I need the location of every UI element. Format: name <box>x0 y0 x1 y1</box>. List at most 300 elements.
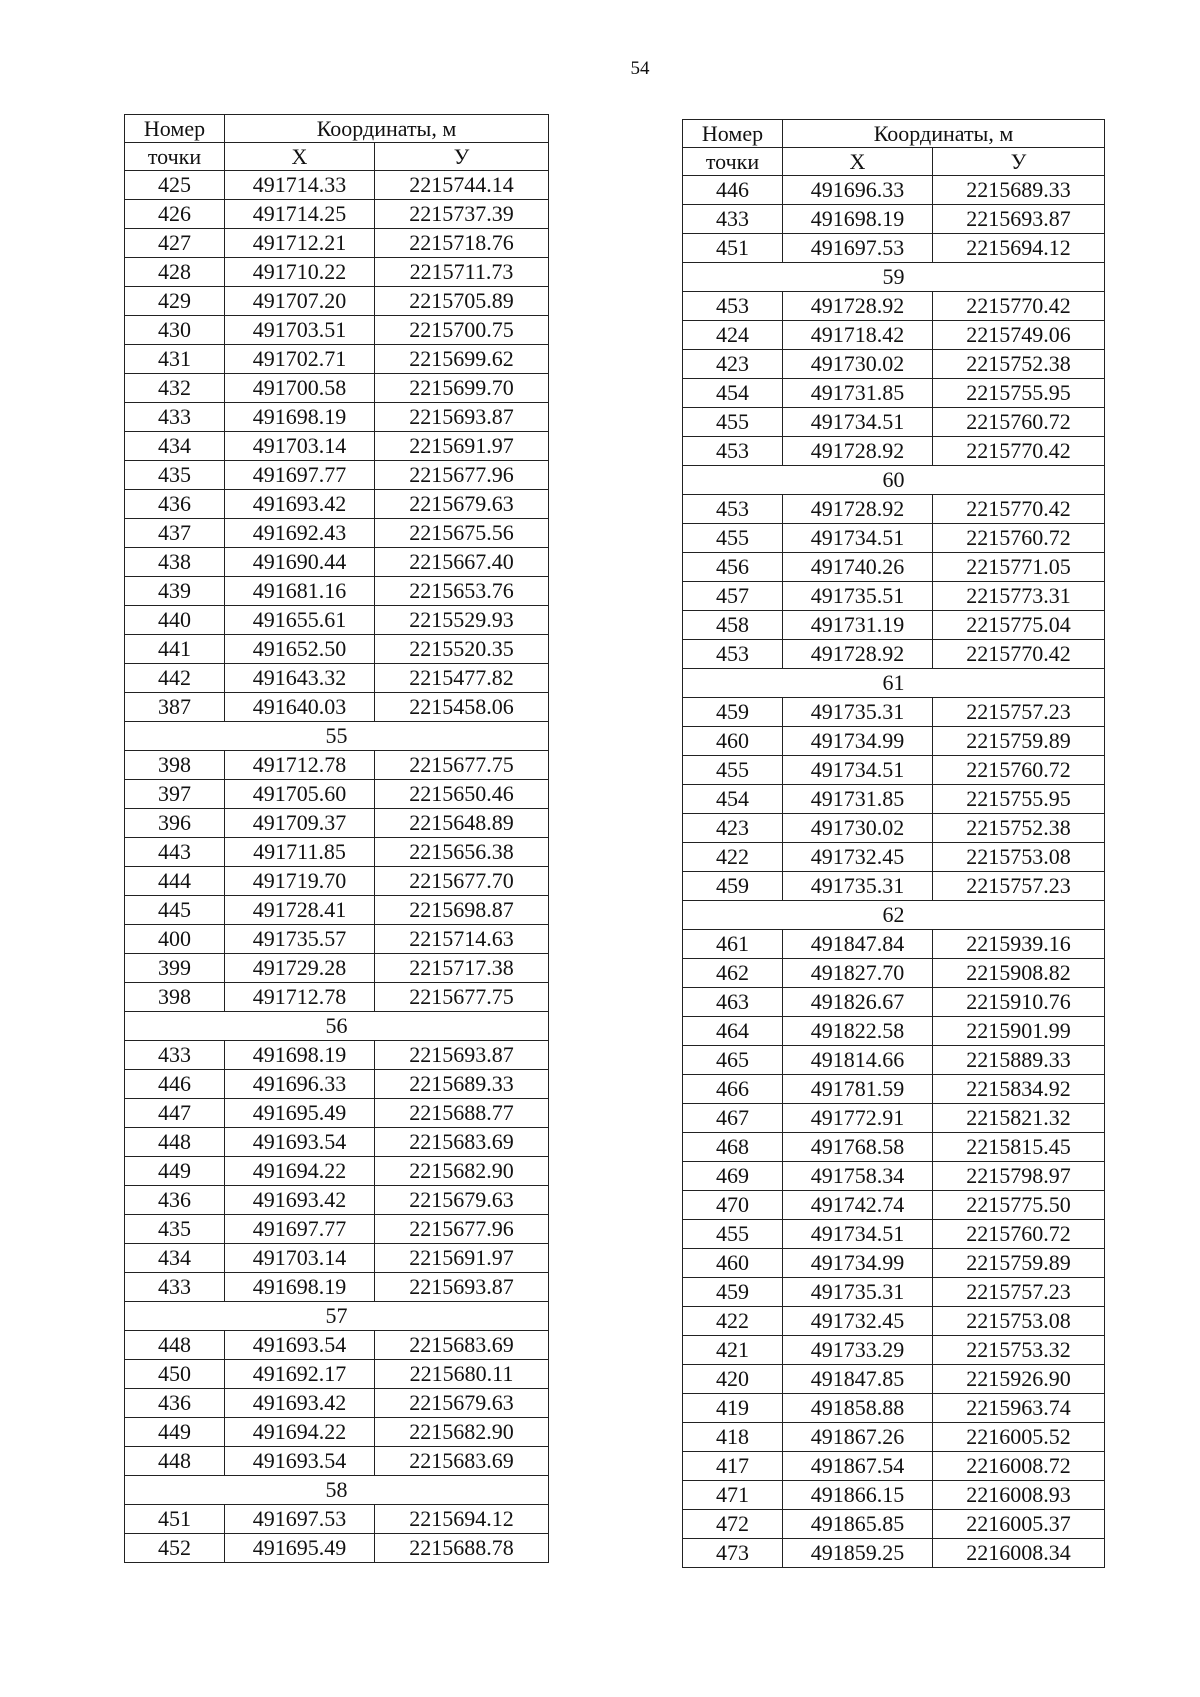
point-number-cell: 455 <box>683 524 783 553</box>
point-number-cell: 453 <box>683 292 783 321</box>
point-number-cell: 439 <box>125 577 225 606</box>
table-row <box>125 229 549 258</box>
x-coordinate-cell: 491758.34 <box>783 1162 933 1191</box>
y-coordinate-cell: 2215770.42 <box>933 437 1105 466</box>
y-coordinate-cell: 2215926.90 <box>933 1365 1105 1394</box>
point-number-cell: 445 <box>125 896 225 925</box>
y-coordinate-cell: 2216005.37 <box>933 1510 1105 1539</box>
x-coordinate-cell: 491768.58 <box>783 1133 933 1162</box>
x-coordinate-cell: 491697.53 <box>225 1505 375 1534</box>
table-row <box>125 1128 549 1157</box>
point-number-cell: 455 <box>683 1220 783 1249</box>
table-row <box>683 524 1105 553</box>
table-row <box>683 1191 1105 1220</box>
table-row <box>125 606 549 635</box>
table-row <box>683 350 1105 379</box>
x-coordinate-cell: 491733.29 <box>783 1336 933 1365</box>
x-coordinate-cell: 491740.26 <box>783 553 933 582</box>
point-number-cell: 427 <box>125 229 225 258</box>
x-coordinate-cell: 491865.85 <box>783 1510 933 1539</box>
x-coordinate-cell: 491698.19 <box>225 403 375 432</box>
point-number-cell: 466 <box>683 1075 783 1104</box>
y-coordinate-cell: 2215675.56 <box>375 519 549 548</box>
section-number: 56 <box>125 1012 549 1041</box>
y-coordinate-cell: 2215689.33 <box>933 176 1105 205</box>
y-coordinate-cell: 2216008.72 <box>933 1452 1105 1481</box>
x-coordinate-cell: 491734.51 <box>783 756 933 785</box>
x-coordinate-cell: 491696.33 <box>783 176 933 205</box>
point-number-cell: 433 <box>683 205 783 234</box>
y-coordinate-cell: 2215650.46 <box>375 780 549 809</box>
point-number-cell: 426 <box>125 200 225 229</box>
x-coordinate-cell: 491697.77 <box>225 1215 375 1244</box>
y-coordinate-cell: 2215760.72 <box>933 524 1105 553</box>
table-row <box>125 490 549 519</box>
y-coordinate-cell: 2215477.82 <box>375 664 549 693</box>
y-coordinate-cell: 2215770.42 <box>933 495 1105 524</box>
table-row <box>125 1273 549 1302</box>
point-number-cell: 421 <box>683 1336 783 1365</box>
point-number-cell: 469 <box>683 1162 783 1191</box>
point-number-cell: 433 <box>125 403 225 432</box>
y-coordinate-cell: 2215688.78 <box>375 1534 549 1563</box>
table-row <box>125 316 549 345</box>
header-coordinates: Координаты, м <box>783 120 1105 148</box>
point-number-cell: 459 <box>683 1278 783 1307</box>
x-coordinate-cell: 491690.44 <box>225 548 375 577</box>
y-coordinate-cell: 2215667.40 <box>375 548 549 577</box>
header-x: X <box>225 143 375 171</box>
table-row <box>683 1075 1105 1104</box>
point-number-cell: 433 <box>125 1273 225 1302</box>
x-coordinate-cell: 491728.92 <box>783 640 933 669</box>
table-row <box>125 1186 549 1215</box>
x-coordinate-cell: 491772.91 <box>783 1104 933 1133</box>
y-coordinate-cell: 2215910.76 <box>933 988 1105 1017</box>
table-row <box>683 1220 1105 1249</box>
section-row <box>125 1012 549 1041</box>
table-row <box>125 925 549 954</box>
table-row <box>683 1336 1105 1365</box>
table-row <box>683 727 1105 756</box>
x-coordinate-cell: 491735.31 <box>783 1278 933 1307</box>
y-coordinate-cell: 2215679.63 <box>375 1186 549 1215</box>
table-row <box>683 640 1105 669</box>
point-number-cell: 454 <box>683 785 783 814</box>
point-number-cell: 463 <box>683 988 783 1017</box>
table-row <box>683 1278 1105 1307</box>
y-coordinate-cell: 2215753.32 <box>933 1336 1105 1365</box>
table-row <box>125 983 549 1012</box>
y-coordinate-cell: 2215699.62 <box>375 345 549 374</box>
point-number-cell: 460 <box>683 727 783 756</box>
x-coordinate-cell: 491693.54 <box>225 1331 375 1360</box>
table-row <box>125 345 549 374</box>
x-coordinate-cell: 491735.31 <box>783 698 933 727</box>
point-number-cell: 435 <box>125 461 225 490</box>
point-number-cell: 447 <box>125 1099 225 1128</box>
point-number-cell: 449 <box>125 1157 225 1186</box>
table-row <box>125 635 549 664</box>
point-number-cell: 398 <box>125 983 225 1012</box>
table-row <box>125 171 549 200</box>
point-number-cell: 397 <box>125 780 225 809</box>
point-number-cell: 440 <box>125 606 225 635</box>
table-row <box>125 1389 549 1418</box>
point-number-cell: 451 <box>683 234 783 263</box>
point-number-cell: 471 <box>683 1481 783 1510</box>
y-coordinate-cell: 2215757.23 <box>933 872 1105 901</box>
point-number-cell: 436 <box>125 1186 225 1215</box>
point-number-cell: 434 <box>125 1244 225 1273</box>
point-number-cell: 428 <box>125 258 225 287</box>
section-row <box>125 1476 549 1505</box>
point-number-cell: 423 <box>683 814 783 843</box>
point-number-cell: 444 <box>125 867 225 896</box>
point-number-cell: 460 <box>683 1249 783 1278</box>
coordinates-table-left <box>124 114 549 1563</box>
x-coordinate-cell: 491652.50 <box>225 635 375 664</box>
x-coordinate-cell: 491732.45 <box>783 1307 933 1336</box>
header-y: У <box>933 148 1105 176</box>
x-coordinate-cell: 491693.42 <box>225 1389 375 1418</box>
y-coordinate-cell: 2215656.38 <box>375 838 549 867</box>
y-coordinate-cell: 2215680.11 <box>375 1360 549 1389</box>
point-number-cell: 441 <box>125 635 225 664</box>
y-coordinate-cell: 2215689.33 <box>375 1070 549 1099</box>
y-coordinate-cell: 2215691.97 <box>375 1244 549 1273</box>
point-number-cell: 453 <box>683 640 783 669</box>
table-row <box>125 809 549 838</box>
table-body-left <box>125 171 549 1563</box>
x-coordinate-cell: 491705.60 <box>225 780 375 809</box>
x-coordinate-cell: 491735.57 <box>225 925 375 954</box>
x-coordinate-cell: 491703.14 <box>225 432 375 461</box>
section-number: 55 <box>125 722 549 751</box>
point-number-cell: 432 <box>125 374 225 403</box>
y-coordinate-cell: 2216005.52 <box>933 1423 1105 1452</box>
table-row <box>125 1534 549 1563</box>
point-number-cell: 437 <box>125 519 225 548</box>
table-row <box>683 1046 1105 1075</box>
x-coordinate-cell: 491827.70 <box>783 959 933 988</box>
x-coordinate-cell: 491681.16 <box>225 577 375 606</box>
table-row <box>683 872 1105 901</box>
x-coordinate-cell: 491728.92 <box>783 495 933 524</box>
table-row <box>683 205 1105 234</box>
table-row <box>683 1394 1105 1423</box>
coordinates-table-right <box>682 119 1105 1568</box>
point-number-cell: 446 <box>683 176 783 205</box>
table-row <box>683 321 1105 350</box>
x-coordinate-cell: 491655.61 <box>225 606 375 635</box>
header-point-line1: Номер <box>125 115 225 143</box>
y-coordinate-cell: 2215889.33 <box>933 1046 1105 1075</box>
y-coordinate-cell: 2215699.70 <box>375 374 549 403</box>
point-number-cell: 396 <box>125 809 225 838</box>
y-coordinate-cell: 2215683.69 <box>375 1447 549 1476</box>
point-number-cell: 461 <box>683 930 783 959</box>
table-row <box>125 1041 549 1070</box>
x-coordinate-cell: 491826.67 <box>783 988 933 1017</box>
y-coordinate-cell: 2215757.23 <box>933 698 1105 727</box>
point-number-cell: 438 <box>125 548 225 577</box>
x-coordinate-cell: 491731.85 <box>783 379 933 408</box>
x-coordinate-cell: 491822.58 <box>783 1017 933 1046</box>
x-coordinate-cell: 491847.85 <box>783 1365 933 1394</box>
table-row <box>683 843 1105 872</box>
x-coordinate-cell: 491707.20 <box>225 287 375 316</box>
point-number-cell: 422 <box>683 843 783 872</box>
point-number-cell: 448 <box>125 1331 225 1360</box>
y-coordinate-cell: 2215759.89 <box>933 727 1105 756</box>
x-coordinate-cell: 491698.19 <box>783 205 933 234</box>
section-row <box>683 669 1105 698</box>
x-coordinate-cell: 491693.42 <box>225 490 375 519</box>
point-number-cell: 435 <box>125 1215 225 1244</box>
x-coordinate-cell: 491730.02 <box>783 350 933 379</box>
table-row <box>125 693 549 722</box>
table-row <box>125 1070 549 1099</box>
x-coordinate-cell: 491728.92 <box>783 292 933 321</box>
y-coordinate-cell: 2215773.31 <box>933 582 1105 611</box>
table-row <box>125 751 549 780</box>
y-coordinate-cell: 2215775.04 <box>933 611 1105 640</box>
y-coordinate-cell: 2215752.38 <box>933 350 1105 379</box>
table-row <box>125 1157 549 1186</box>
x-coordinate-cell: 491781.59 <box>783 1075 933 1104</box>
point-number-cell: 448 <box>125 1447 225 1476</box>
section-row <box>683 466 1105 495</box>
x-coordinate-cell: 491731.19 <box>783 611 933 640</box>
table-row <box>125 1099 549 1128</box>
y-coordinate-cell: 2215717.38 <box>375 954 549 983</box>
section-number: 58 <box>125 1476 549 1505</box>
section-row <box>683 263 1105 292</box>
x-coordinate-cell: 491858.88 <box>783 1394 933 1423</box>
y-coordinate-cell: 2215775.50 <box>933 1191 1105 1220</box>
x-coordinate-cell: 491714.25 <box>225 200 375 229</box>
x-coordinate-cell: 491734.99 <box>783 727 933 756</box>
point-number-cell: 431 <box>125 345 225 374</box>
point-number-cell: 455 <box>683 408 783 437</box>
x-coordinate-cell: 491867.54 <box>783 1452 933 1481</box>
table-row <box>125 1244 549 1273</box>
y-coordinate-cell: 2215694.12 <box>375 1505 549 1534</box>
y-coordinate-cell: 2215653.76 <box>375 577 549 606</box>
y-coordinate-cell: 2215760.72 <box>933 1220 1105 1249</box>
y-coordinate-cell: 2215771.05 <box>933 553 1105 582</box>
x-coordinate-cell: 491735.31 <box>783 872 933 901</box>
table-row <box>125 780 549 809</box>
x-coordinate-cell: 491695.49 <box>225 1099 375 1128</box>
point-number-cell: 400 <box>125 925 225 954</box>
section-number: 59 <box>683 263 1105 292</box>
y-coordinate-cell: 2215749.06 <box>933 321 1105 350</box>
y-coordinate-cell: 2215688.77 <box>375 1099 549 1128</box>
y-coordinate-cell: 2215939.16 <box>933 930 1105 959</box>
x-coordinate-cell: 491712.21 <box>225 229 375 258</box>
x-coordinate-cell: 491694.22 <box>225 1157 375 1186</box>
point-number-cell: 452 <box>125 1534 225 1563</box>
table-row <box>125 374 549 403</box>
point-number-cell: 453 <box>683 495 783 524</box>
y-coordinate-cell: 2215760.72 <box>933 756 1105 785</box>
point-number-cell: 467 <box>683 1104 783 1133</box>
y-coordinate-cell: 2215755.95 <box>933 785 1105 814</box>
header-coordinates: Координаты, м <box>225 115 549 143</box>
x-coordinate-cell: 491697.77 <box>225 461 375 490</box>
x-coordinate-cell: 491709.37 <box>225 809 375 838</box>
y-coordinate-cell: 2215683.69 <box>375 1128 549 1157</box>
x-coordinate-cell: 491711.85 <box>225 838 375 867</box>
y-coordinate-cell: 2215714.63 <box>375 925 549 954</box>
x-coordinate-cell: 491692.43 <box>225 519 375 548</box>
point-number-cell: 464 <box>683 1017 783 1046</box>
table-row <box>683 1539 1105 1568</box>
y-coordinate-cell: 2215770.42 <box>933 640 1105 669</box>
y-coordinate-cell: 2216008.93 <box>933 1481 1105 1510</box>
table-row <box>683 553 1105 582</box>
x-coordinate-cell: 491847.84 <box>783 930 933 959</box>
point-number-cell: 454 <box>683 379 783 408</box>
point-number-cell: 425 <box>125 171 225 200</box>
y-coordinate-cell: 2215770.42 <box>933 292 1105 321</box>
x-coordinate-cell: 491730.02 <box>783 814 933 843</box>
x-coordinate-cell: 491692.17 <box>225 1360 375 1389</box>
y-coordinate-cell: 2215682.90 <box>375 1418 549 1447</box>
x-coordinate-cell: 491693.42 <box>225 1186 375 1215</box>
y-coordinate-cell: 2215529.93 <box>375 606 549 635</box>
y-coordinate-cell: 2215458.06 <box>375 693 549 722</box>
point-number-cell: 443 <box>125 838 225 867</box>
point-number-cell: 399 <box>125 954 225 983</box>
point-number-cell: 430 <box>125 316 225 345</box>
point-number-cell: 457 <box>683 582 783 611</box>
point-number-cell: 450 <box>125 1360 225 1389</box>
point-number-cell: 417 <box>683 1452 783 1481</box>
table-row <box>683 756 1105 785</box>
table-row <box>683 1162 1105 1191</box>
y-coordinate-cell: 2215700.75 <box>375 316 549 345</box>
y-coordinate-cell: 2215694.12 <box>933 234 1105 263</box>
table-row <box>125 1418 549 1447</box>
page-number: 54 <box>630 58 650 79</box>
section-row <box>125 1302 549 1331</box>
point-number-cell: 434 <box>125 432 225 461</box>
y-coordinate-cell: 2215757.23 <box>933 1278 1105 1307</box>
y-coordinate-cell: 2215908.82 <box>933 959 1105 988</box>
table-row <box>683 1104 1105 1133</box>
x-coordinate-cell: 491732.45 <box>783 843 933 872</box>
x-coordinate-cell: 491734.51 <box>783 524 933 553</box>
table-row <box>683 930 1105 959</box>
table-row <box>683 1307 1105 1336</box>
table-row <box>683 292 1105 321</box>
point-number-cell: 449 <box>125 1418 225 1447</box>
table-row <box>683 1481 1105 1510</box>
x-coordinate-cell: 491734.51 <box>783 408 933 437</box>
y-coordinate-cell: 2215648.89 <box>375 809 549 838</box>
y-coordinate-cell: 2215711.73 <box>375 258 549 287</box>
section-row <box>683 901 1105 930</box>
table-row <box>683 1133 1105 1162</box>
table-row <box>683 1510 1105 1539</box>
table-row <box>125 664 549 693</box>
point-number-cell: 456 <box>683 553 783 582</box>
x-coordinate-cell: 491734.99 <box>783 1249 933 1278</box>
table-row <box>125 461 549 490</box>
y-coordinate-cell: 2215679.63 <box>375 490 549 519</box>
point-number-cell: 433 <box>125 1041 225 1070</box>
point-number-cell: 436 <box>125 490 225 519</box>
y-coordinate-cell: 2215693.87 <box>375 1273 549 1302</box>
y-coordinate-cell: 2215683.69 <box>375 1331 549 1360</box>
y-coordinate-cell: 2215753.08 <box>933 843 1105 872</box>
table-row <box>683 988 1105 1017</box>
y-coordinate-cell: 2215691.97 <box>375 432 549 461</box>
table-row <box>683 234 1105 263</box>
table-row <box>683 1017 1105 1046</box>
y-coordinate-cell: 2215815.45 <box>933 1133 1105 1162</box>
table-row <box>125 258 549 287</box>
x-coordinate-cell: 491710.22 <box>225 258 375 287</box>
x-coordinate-cell: 491735.51 <box>783 582 933 611</box>
table-row <box>683 1452 1105 1481</box>
y-coordinate-cell: 2215677.96 <box>375 1215 549 1244</box>
x-coordinate-cell: 491693.54 <box>225 1128 375 1157</box>
point-number-cell: 473 <box>683 1539 783 1568</box>
y-coordinate-cell: 2215752.38 <box>933 814 1105 843</box>
y-coordinate-cell: 2215693.87 <box>375 1041 549 1070</box>
point-number-cell: 465 <box>683 1046 783 1075</box>
point-number-cell: 419 <box>683 1394 783 1423</box>
point-number-cell: 436 <box>125 1389 225 1418</box>
table-row <box>683 582 1105 611</box>
point-number-cell: 420 <box>683 1365 783 1394</box>
x-coordinate-cell: 491714.33 <box>225 171 375 200</box>
point-number-cell: 398 <box>125 751 225 780</box>
y-coordinate-cell: 2215705.89 <box>375 287 549 316</box>
table-row <box>125 287 549 316</box>
x-coordinate-cell: 491693.54 <box>225 1447 375 1476</box>
point-number-cell: 453 <box>683 437 783 466</box>
table-row <box>125 867 549 896</box>
table-row <box>125 954 549 983</box>
x-coordinate-cell: 491729.28 <box>225 954 375 983</box>
point-number-cell: 468 <box>683 1133 783 1162</box>
y-coordinate-cell: 2215744.14 <box>375 171 549 200</box>
table-row <box>683 1249 1105 1278</box>
y-coordinate-cell: 2215677.75 <box>375 751 549 780</box>
table-row <box>125 548 549 577</box>
table-row <box>125 1360 549 1389</box>
y-coordinate-cell: 2216008.34 <box>933 1539 1105 1568</box>
y-coordinate-cell: 2215718.76 <box>375 229 549 258</box>
y-coordinate-cell: 2215755.95 <box>933 379 1105 408</box>
point-number-cell: 424 <box>683 321 783 350</box>
y-coordinate-cell: 2215821.32 <box>933 1104 1105 1133</box>
y-coordinate-cell: 2215520.35 <box>375 635 549 664</box>
y-coordinate-cell: 2215679.63 <box>375 1389 549 1418</box>
table-row <box>683 176 1105 205</box>
section-number: 60 <box>683 466 1105 495</box>
table-row <box>125 838 549 867</box>
point-number-cell: 442 <box>125 664 225 693</box>
point-number-cell: 387 <box>125 693 225 722</box>
point-number-cell: 462 <box>683 959 783 988</box>
x-coordinate-cell: 491695.49 <box>225 1534 375 1563</box>
